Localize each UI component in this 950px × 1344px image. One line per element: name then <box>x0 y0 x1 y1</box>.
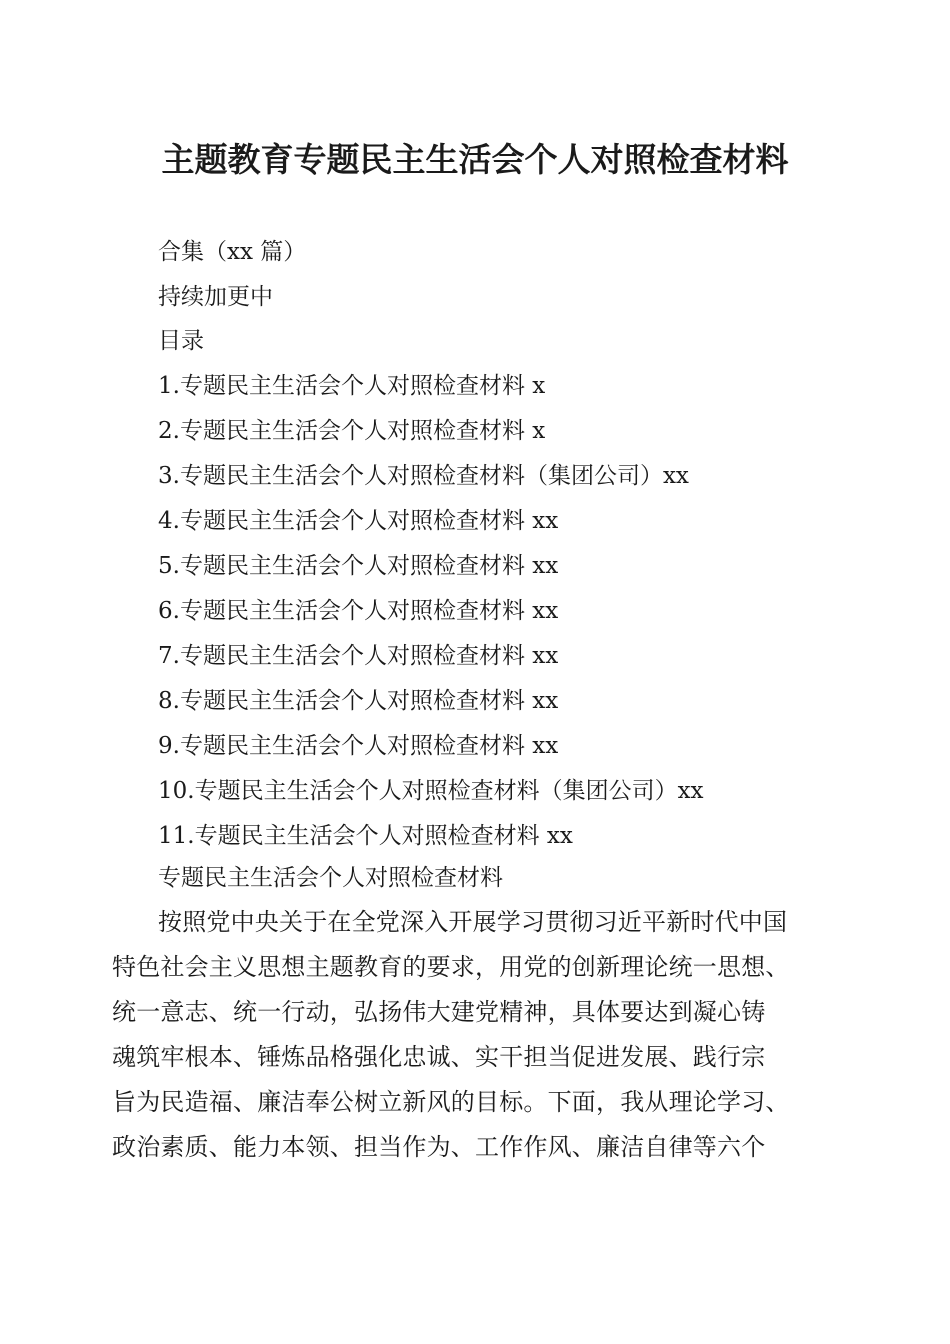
toc-item: 1.专题民主生活会个人对照检查材料 x <box>158 373 546 399</box>
toc-item: 8.专题民主生活会个人对照检查材料 xx <box>158 688 559 714</box>
body-line: 统一意志、统一行动，弘扬伟大建党精神，具体要达到凝心铸 <box>112 998 766 1026</box>
toc-item: 4.专题民主生活会个人对照检查材料 xx <box>158 508 559 534</box>
body-line: 特色社会主义思想主题教育的要求，用党的创新理论统一思想、 <box>112 953 790 981</box>
collection-note: 合集（xx 篇） <box>158 239 307 265</box>
toc-item: 2.专题民主生活会个人对照检查材料 x <box>158 418 546 444</box>
body-line: 魂筑牢根本、锤炼品格强化忠诚、实干担当促进发展、践行宗 <box>112 1043 766 1071</box>
toc-item: 6.专题民主生活会个人对照检查材料 xx <box>158 598 559 624</box>
status-note: 持续加更中 <box>158 284 273 310</box>
toc-item: 7.专题民主生活会个人对照检查材料 xx <box>158 643 559 669</box>
toc-item: 3.专题民主生活会个人对照检查材料（集团公司）xx <box>158 463 689 489</box>
toc-item: 10.专题民主生活会个人对照检查材料（集团公司）xx <box>158 778 704 804</box>
document-title: 主题教育专题民主生活会个人对照检查材料 <box>161 140 789 179</box>
body-line: 按照党中央关于在全党深入开展学习贯彻习近平新时代中国 <box>158 908 788 936</box>
body-line: 旨为民造福、廉洁奉公树立新风的目标。下面，我从理论学习、 <box>112 1088 790 1116</box>
table-of-contents <box>158 370 704 865</box>
toc-item: 11.专题民主生活会个人对照检查材料 xx <box>158 823 573 849</box>
body-paragraph <box>112 900 847 1170</box>
section-title: 专题民主生活会个人对照检查材料 <box>158 865 503 891</box>
toc-label: 目录 <box>158 328 204 354</box>
body-line: 政治素质、能力本领、担当作为、工作作风、廉洁自律等六个 <box>112 1133 766 1161</box>
toc-item: 5.专题民主生活会个人对照检查材料 xx <box>158 553 559 579</box>
toc-item: 9.专题民主生活会个人对照检查材料 xx <box>158 733 559 759</box>
